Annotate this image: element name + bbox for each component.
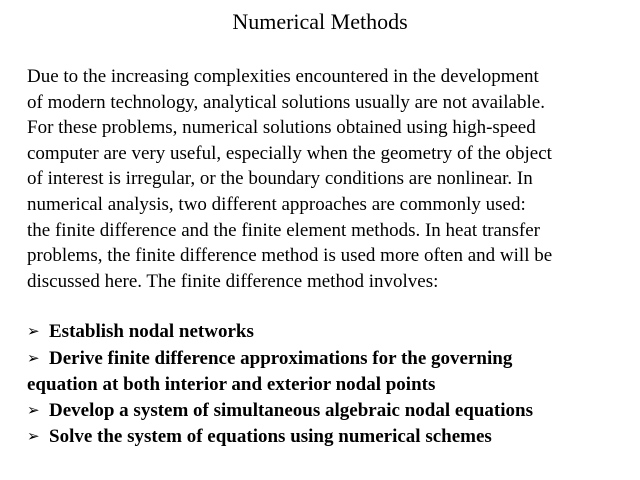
paragraph-line: numerical analysis, two different approaches are commonly used:	[27, 193, 526, 215]
paragraph-line: discussed here. The finite difference method involves:	[27, 270, 439, 292]
arrow-bullet-icon: ➢	[27, 427, 40, 445]
arrow-bullet-icon: ➢	[27, 400, 40, 419]
page-title: Numerical Methods	[232, 9, 408, 34]
bullet-text: Derive finite difference approximations for the governing	[49, 347, 513, 369]
bullet-text: Develop a system of simultaneous algebraic nodal equations	[49, 399, 533, 421]
bullet-item-derive-approximations	[27, 346, 627, 373]
paragraph-line: of interest is irregular, or the boundary conditions are nonlinear. In	[27, 168, 533, 190]
paragraph-line: computer are very useful, especially when the geometry of the object	[27, 142, 552, 164]
bullet-text: Solve the system of equations using numerical schemes	[49, 426, 492, 447]
paragraph-line: of modern technology, analytical solutions usually are not available.	[27, 91, 545, 113]
arrow-bullet-icon: ➢	[27, 322, 40, 340]
arrow-bullet-icon: ➢	[27, 348, 40, 367]
paragraph-line: problems, the finite difference method is used more often and will be	[27, 245, 553, 267]
bullet-item-establish-networks	[27, 319, 627, 346]
paragraph-line: Due to the increasing complexities encountered in the development	[27, 66, 539, 87]
bullet-item-solve-system	[27, 424, 627, 451]
bullet-item-develop-system	[27, 398, 627, 425]
paragraph-line: the finite difference and the finite element methods. In heat transfer	[27, 219, 540, 241]
bullet-list	[27, 319, 627, 451]
intro-paragraph	[27, 64, 627, 294]
bullet-text: Establish nodal networks	[49, 321, 254, 342]
paragraph-line: For these problems, numerical solutions obtained using high-speed	[27, 117, 536, 139]
bullet-continuation: equation at both interior and exterior nodal points	[27, 374, 436, 395]
